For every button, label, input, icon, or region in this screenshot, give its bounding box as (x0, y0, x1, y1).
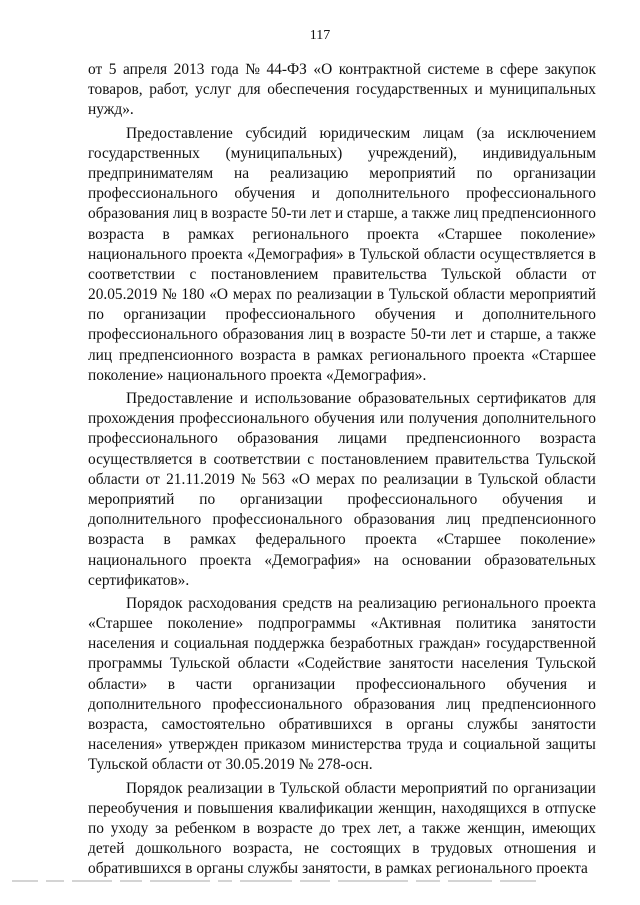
text-line: государственных (муниципальных) учреждений), индивидуальным (88, 144, 596, 162)
text-line: детей дошкольного возраста, не состоящих в трудовых отношения и (88, 840, 596, 858)
page-number: 117 (309, 28, 331, 43)
text-line: образования лиц в возрасте 50-ти лет и старше, а также лиц предпенсионного (88, 205, 596, 223)
text-line: профессионального образования лицами предпенсионного возраста (88, 430, 596, 448)
text-line: области» в части организации профессионального обучения и (88, 675, 596, 693)
text-line: осуществляется в соответствии с постановлением правительства Тульской (88, 450, 596, 468)
text-line: дополнительного профессионального образования лиц предпенсионного (88, 695, 596, 713)
text-line: возраста, самостоятельно обратившихся в органы службы занятости (88, 716, 596, 733)
text-line: возраста в рамках федерального проекта «Старшее поколение» (88, 531, 596, 549)
text-line: по организации профессионального обучения и дополнительного (88, 306, 596, 324)
text-line: 20.05.2019 № 180 «О мерах по реализации в Тульской области мероприятий (88, 286, 596, 304)
text-line: профессионального обучения и дополнительного профессионального (88, 185, 596, 203)
text-line: лиц предпенсионного возраста в рамках регионального проекта «Старшее (88, 346, 596, 364)
paragraph (88, 60, 596, 121)
text-line: программы Тульской области «Содействие занятости населения Тульской (88, 655, 596, 673)
text-line: обратившихся в органы службы занятости, в рамках регионального проекта (88, 860, 588, 878)
text-line: дополнительного профессионального образования лиц предпенсионного (88, 511, 596, 529)
text-line: профессионального образования лиц в возрасте 50-ти лет и старше, а также (88, 326, 596, 344)
text-line: возраста в рамках регионального проекта «Старшее поколение» (88, 225, 596, 243)
text-line: сертификатов». (88, 571, 190, 589)
text-line: прохождения профессионального обучения или получения дополнительного (88, 410, 596, 428)
text-line: населения и социальная поддержка безработных граждан» государственной (88, 635, 596, 653)
text-line: соответствии с постановлением правительства Тульской области от (88, 265, 596, 283)
text-line: Предоставление и использование образовательных сертификатов для (126, 390, 596, 407)
text-line: поколение» национального проекта «Демография». (88, 366, 427, 384)
text-line: национального проекта «Демография» на основании образовательных (88, 551, 596, 569)
paragraph (88, 389, 596, 591)
text-line: нужд». (88, 101, 134, 119)
text-line: по уходу за ребенком в возрасте до трех лет, а также женщин, имеющих (88, 819, 596, 837)
text-line: области от 21.11.2019 № 563 «О мерах по реализации в Тульской области (88, 470, 596, 488)
text-line: от 5 апреля 2013 года № 44-ФЗ «О контрактной системе в сфере закупок (88, 61, 596, 78)
text-line: «Старшее поколение» подпрограммы «Активная политика занятости (88, 615, 596, 633)
paragraph (88, 594, 596, 776)
text-line: Порядок расходования средств на реализацию регионального проекта (126, 594, 596, 612)
scan-artifact (12, 878, 628, 884)
text-line: Предоставление субсидий юридическим лицам (за исключением (126, 124, 596, 142)
text-line: населения» утвержден приказом министерства труда и социальной защиты (88, 736, 596, 754)
document-body (88, 60, 596, 883)
paragraph (88, 779, 596, 880)
text-line: Порядок реализации в Тульской области мероприятий по организации (126, 779, 596, 797)
text-line: предпринимателям на реализацию мероприятий по организации (88, 164, 596, 182)
text-line: Тульской области от 30.05.2019 № 278-осн. (88, 756, 373, 774)
text-line: переобучения и повышения квалификации женщин, находящихся в отпуске (88, 799, 596, 817)
paragraph (88, 124, 596, 386)
text-line: товаров, работ, услуг для обеспечения государственных и муниципальных (88, 81, 596, 99)
text-line: мероприятий по организации профессионального обучения и (88, 490, 596, 508)
text-line: национального проекта «Демография» в Тульской области осуществляется в (88, 245, 596, 263)
